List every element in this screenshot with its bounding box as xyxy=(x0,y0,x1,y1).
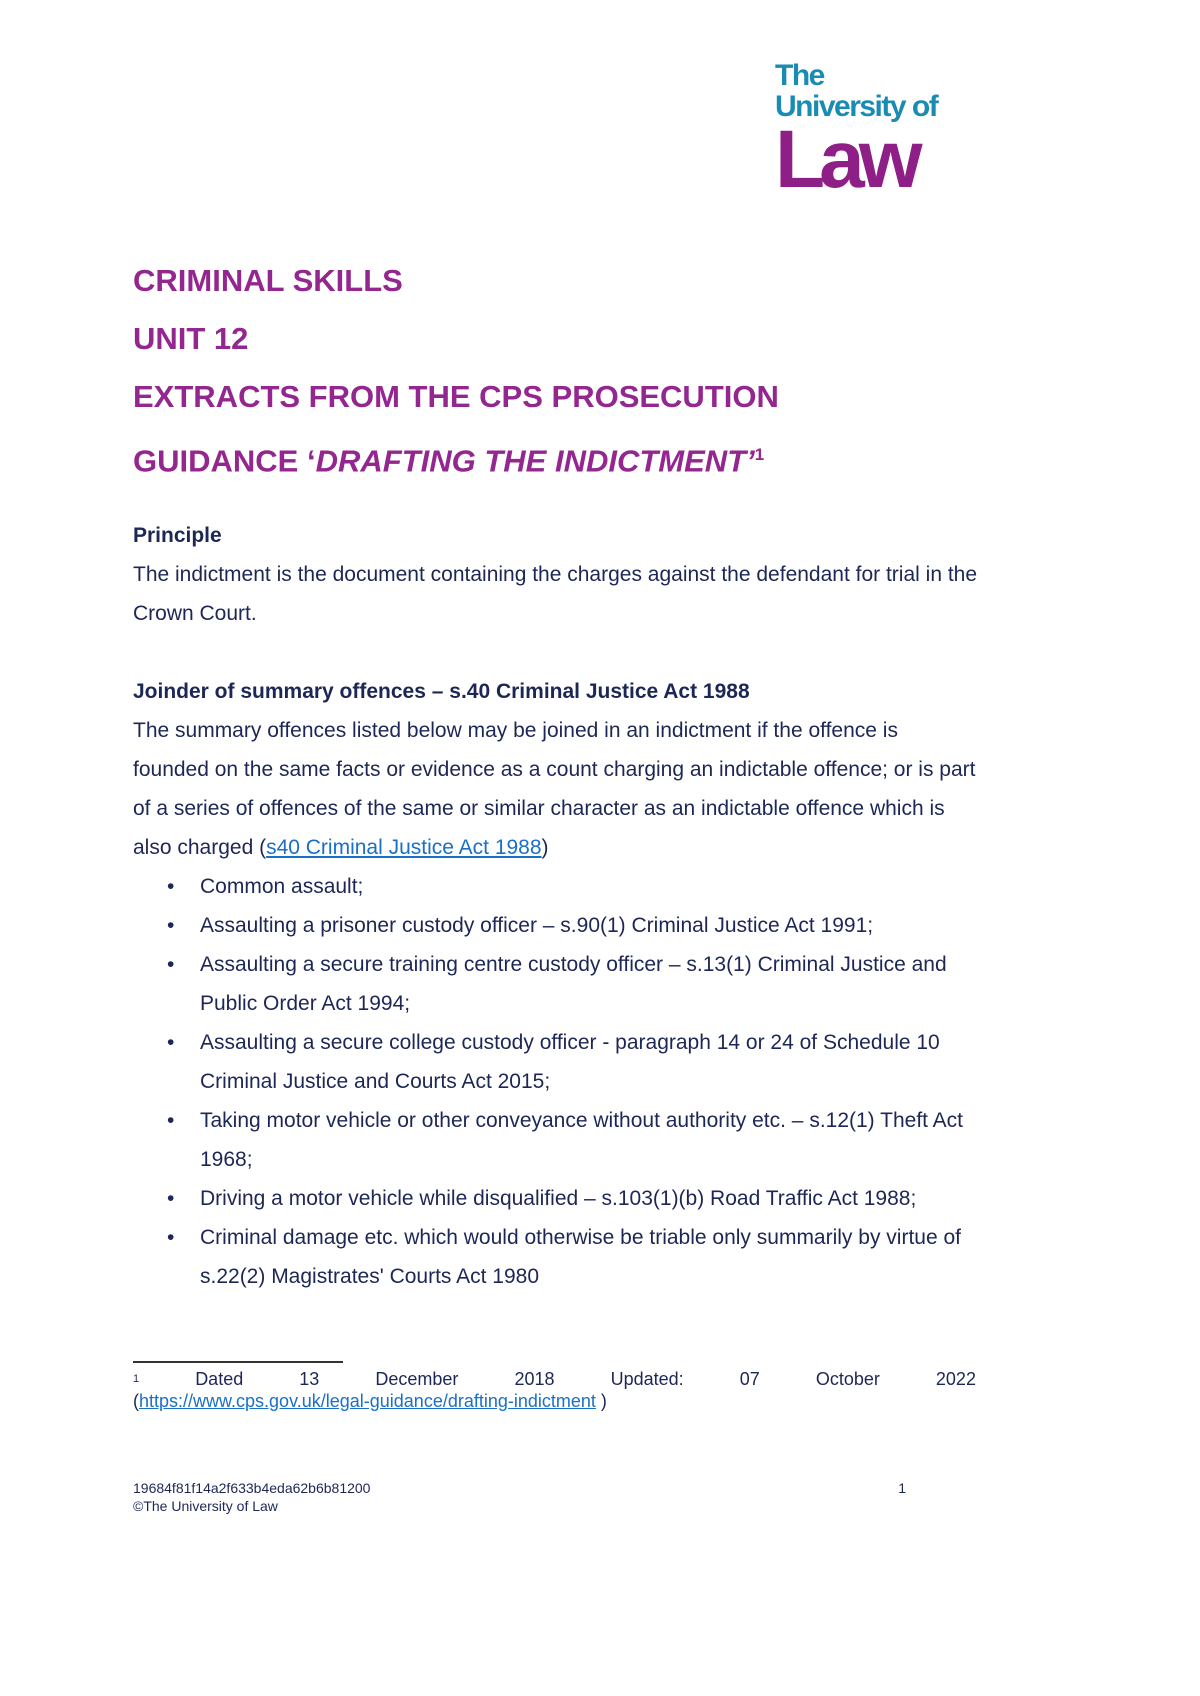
offence-text: Assaulting a secure college custody officer - paragraph 14 or 24 of Schedule 10 Criminal Justice and Courts Act 2015; xyxy=(200,1031,940,1093)
offence-text: Criminal damage etc. which would otherwise be triable only summarily by virtue of s.22(2) Magistrates' Courts Act 1980 xyxy=(200,1226,961,1288)
footnote-reference[interactable]: 1 xyxy=(754,445,765,464)
logo-line-3: Law xyxy=(775,114,917,205)
footnote-link[interactable]: https://www.cps.gov.uk/legal-guidance/drafting-indictment xyxy=(139,1391,596,1411)
university-of-law-logo xyxy=(775,59,965,205)
footnote-word: Updated: xyxy=(610,1369,684,1389)
offence-list-item xyxy=(133,945,978,1023)
offence-list xyxy=(133,867,978,1296)
title-italic: DRAFTING THE INDICTMENT’ xyxy=(315,443,755,479)
bullet-icon: • xyxy=(167,1031,175,1054)
bullet-icon: • xyxy=(167,1109,175,1132)
joinder-heading: Joinder of summary offences – s.40 Criminal Justice Act 1988 xyxy=(133,680,750,703)
title-line-3: EXTRACTS FROM THE CPS PROSECUTION xyxy=(133,379,779,414)
document-title xyxy=(133,252,779,484)
title-line-2: UNIT 12 xyxy=(133,321,249,356)
footnote-link-line xyxy=(133,1390,976,1412)
offence-list-item xyxy=(133,1101,978,1179)
footnote-word: December xyxy=(375,1369,459,1389)
joinder-text-end: ) xyxy=(541,836,549,859)
offence-text: Common assault; xyxy=(200,875,364,898)
title-line-4 xyxy=(133,426,779,484)
footnote-word: 2022 xyxy=(935,1369,976,1389)
footnote-word: 2018 xyxy=(514,1369,555,1389)
offence-list-item xyxy=(133,906,978,945)
offence-text: Assaulting a secure training centre custody officer – s.13(1) Criminal Justice and Public Order Act 1994; xyxy=(200,953,947,1015)
logo-line-1: The xyxy=(775,59,824,92)
copyright: ©The University of Law xyxy=(133,1498,278,1514)
s40-link[interactable]: s40 Criminal Justice Act 1988 xyxy=(266,836,542,859)
footnote-word: October xyxy=(815,1369,880,1389)
footnote-word: 07 xyxy=(739,1369,760,1389)
footnote-open: ( xyxy=(133,1391,139,1411)
title-line-1: CRIMINAL SKILLS xyxy=(133,263,403,298)
bullet-icon: • xyxy=(167,914,175,937)
joinder-text xyxy=(133,711,978,867)
page-number: 1 xyxy=(898,1480,906,1496)
offence-text: Assaulting a prisoner custody officer – s.90(1) Criminal Justice Act 1991; xyxy=(200,914,874,937)
principle-heading: Principle xyxy=(133,524,222,547)
document-id: 19684f81f14a2f633b4eda62b6b81200 xyxy=(133,1480,371,1496)
footnote xyxy=(133,1368,976,1412)
bullet-icon: • xyxy=(167,1226,175,1249)
offence-list-item xyxy=(133,1179,978,1218)
offence-list-item xyxy=(133,1218,978,1296)
footnote-word: 13 xyxy=(299,1369,320,1389)
principle-text: The indictment is the document containing the charges against the defendant for trial in the Crown Court. xyxy=(133,563,978,625)
bullet-icon: • xyxy=(167,953,175,976)
page-footer xyxy=(133,1479,906,1515)
footnote-number: 1 xyxy=(133,1373,140,1385)
offence-list-item xyxy=(133,867,978,906)
title-prefix: GUIDANCE ‘ xyxy=(133,443,316,479)
offence-list-item xyxy=(133,1023,978,1101)
logo-line-2: University of xyxy=(775,90,938,123)
footnote-separator xyxy=(133,1361,343,1363)
offence-text: Taking motor vehicle or other conveyance without authority etc. – s.12(1) Theft Act 1968; xyxy=(200,1109,964,1171)
document-body xyxy=(133,516,978,1296)
bullet-icon: • xyxy=(167,875,175,898)
joinder-text-body: The summary offences listed below may be joined in an indictment if the offence is founded on the same facts or evidence as a count charging an indictable offence; or is part of a series of offences of the same or similar character as an indictable offence which is also charged ( xyxy=(133,719,976,859)
offence-text: Driving a motor vehicle while disqualified – s.103(1)(b) Road Traffic Act 1988; xyxy=(200,1187,917,1210)
footnote-word: Dated xyxy=(195,1369,244,1389)
footnote-close: ) xyxy=(595,1391,607,1411)
footnote-line xyxy=(133,1368,976,1390)
bullet-icon: • xyxy=(167,1187,175,1210)
